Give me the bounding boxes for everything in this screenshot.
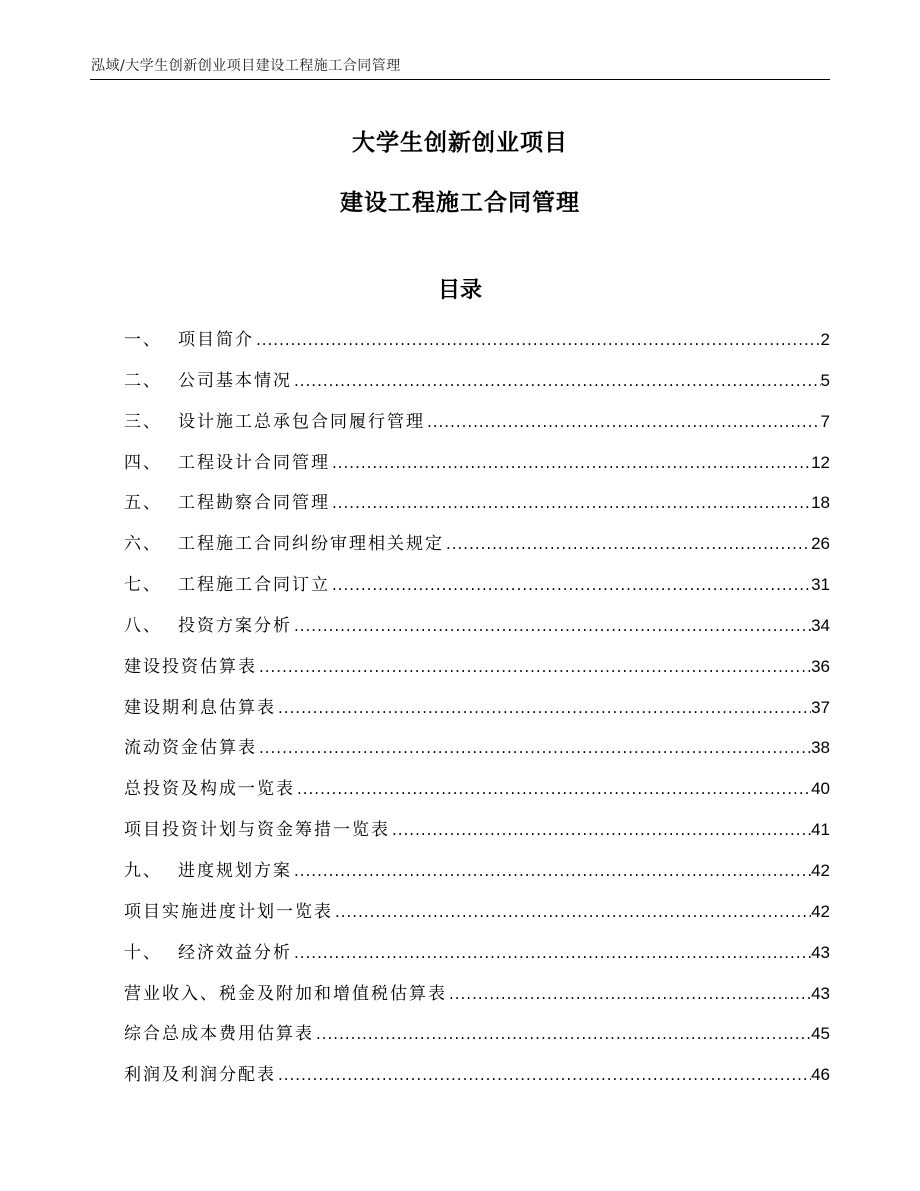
toc-entry[interactable]: [124, 366, 830, 407]
toc-entry[interactable]: [124, 570, 830, 611]
toc-entry-label: 项目简介: [178, 330, 254, 350]
toc-entry[interactable]: [124, 693, 830, 734]
toc-entry-page: 5: [820, 370, 830, 390]
toc-entry-label: 工程设计合同管理: [178, 452, 330, 473]
running-header: 泓域/大学生创新创业项目建设工程施工合同管理: [91, 58, 401, 74]
toc-entry[interactable]: [124, 652, 830, 693]
toc-entry-page: 38: [811, 738, 830, 758]
toc-entry-label: 总投资及构成一览表: [124, 779, 295, 800]
toc-entry-page: 43: [811, 942, 830, 962]
toc-entry-page: 37: [811, 697, 830, 717]
header-divider: [90, 79, 830, 80]
document-title-line-2: 建设工程施工合同管理: [340, 190, 580, 216]
toc-dot-leader: [276, 1066, 811, 1084]
toc-entry-number: 六、: [124, 534, 162, 555]
toc-entry-page: 43: [811, 983, 830, 1003]
toc-dot-leader: [390, 821, 811, 839]
toc-entry-number: 三、: [124, 411, 162, 432]
toc-dot-leader: [447, 985, 811, 1003]
toc-dot-leader: [314, 1025, 811, 1043]
toc-entry-label: 项目实施进度计划一览表: [124, 901, 333, 922]
toc-entry-page: 41: [811, 820, 830, 840]
toc-entry-label: 工程施工合同纠纷审理相关规定: [178, 534, 444, 555]
toc-entry-label: 工程勘察合同管理: [178, 493, 330, 514]
toc-entry-label: 利润及利润分配表: [124, 1065, 276, 1086]
toc-dot-leader: [330, 576, 811, 594]
toc-entry-label: 公司基本情况: [178, 370, 292, 391]
toc-entry[interactable]: [124, 856, 830, 897]
toc-entry[interactable]: [124, 529, 830, 570]
toc-heading: 目录: [437, 278, 482, 303]
toc-entry-page: 42: [811, 901, 830, 921]
toc-entry[interactable]: [124, 897, 830, 938]
toc-dot-leader: [257, 658, 811, 676]
toc-entry-label: 工程施工合同订立: [178, 575, 330, 596]
toc-entry-number: 一、: [124, 330, 162, 350]
toc-entry-number: 五、: [124, 493, 162, 514]
toc-entry-page: 46: [811, 1065, 830, 1085]
toc-entry[interactable]: [124, 815, 830, 856]
toc-entry-page: 36: [811, 656, 830, 676]
document-title-line-1: 大学生创新创业项目: [352, 130, 568, 156]
toc-entry-number: 四、: [124, 452, 162, 473]
toc-entry-page: 12: [811, 452, 830, 472]
toc-entry-label: 投资方案分析: [178, 615, 292, 636]
toc-entry-page: 42: [811, 860, 830, 880]
toc-dot-leader: [425, 413, 821, 431]
toc-dot-leader: [257, 739, 811, 757]
toc-dot-leader: [292, 372, 821, 390]
toc-entry[interactable]: [124, 1019, 830, 1060]
toc-entry[interactable]: [124, 733, 830, 774]
toc-entry-label: 项目投资计划与资金筹措一览表: [124, 820, 390, 841]
toc-dot-leader: [330, 494, 811, 512]
toc-entry-page: 7: [820, 411, 830, 431]
toc-entry[interactable]: [124, 488, 830, 529]
toc-entry-label: 进度规划方案: [178, 860, 292, 881]
table-of-contents: [124, 325, 830, 1101]
toc-dot-leader: [330, 454, 811, 472]
toc-entry-page: 18: [811, 493, 830, 513]
toc-dot-leader: [333, 903, 811, 921]
toc-dot-leader: [254, 331, 821, 349]
toc-entry-label: 建设投资估算表: [124, 656, 257, 677]
toc-entry-label: 营业收入、税金及附加和增值税估算表: [124, 983, 447, 1004]
toc-entry-page: 2: [820, 330, 830, 349]
toc-entry-page: 31: [811, 575, 830, 595]
toc-entry[interactable]: [124, 611, 830, 652]
toc-entry-page: 34: [811, 615, 830, 635]
toc-entry-page: 45: [811, 1024, 830, 1044]
toc-entry-number: 十、: [124, 942, 162, 963]
toc-dot-leader: [276, 699, 811, 717]
toc-entry-label: 经济效益分析: [178, 942, 292, 963]
toc-entry[interactable]: [124, 407, 830, 448]
toc-entry[interactable]: [124, 938, 830, 979]
toc-dot-leader: [444, 535, 811, 553]
toc-entry-label: 设计施工总承包合同履行管理: [178, 411, 425, 432]
toc-dot-leader: [292, 944, 811, 962]
toc-entry[interactable]: [124, 979, 830, 1020]
toc-dot-leader: [295, 780, 811, 798]
toc-entry-page: 40: [811, 779, 830, 799]
toc-entry-label: 建设期利息估算表: [124, 697, 276, 718]
toc-entry-page: 26: [811, 534, 830, 554]
toc-dot-leader: [292, 862, 811, 880]
toc-entry[interactable]: [124, 774, 830, 815]
toc-entry-label: 流动资金估算表: [124, 738, 257, 759]
toc-entry-number: 七、: [124, 575, 162, 596]
toc-dot-leader: [292, 617, 811, 635]
toc-entry-number: 八、: [124, 615, 162, 636]
toc-entry-number: 九、: [124, 860, 162, 881]
toc-entry[interactable]: [124, 1060, 830, 1101]
toc-entry[interactable]: [124, 325, 830, 366]
toc-entry-number: 二、: [124, 370, 162, 391]
toc-entry-label: 综合总成本费用估算表: [124, 1024, 314, 1045]
toc-entry[interactable]: [124, 448, 830, 489]
